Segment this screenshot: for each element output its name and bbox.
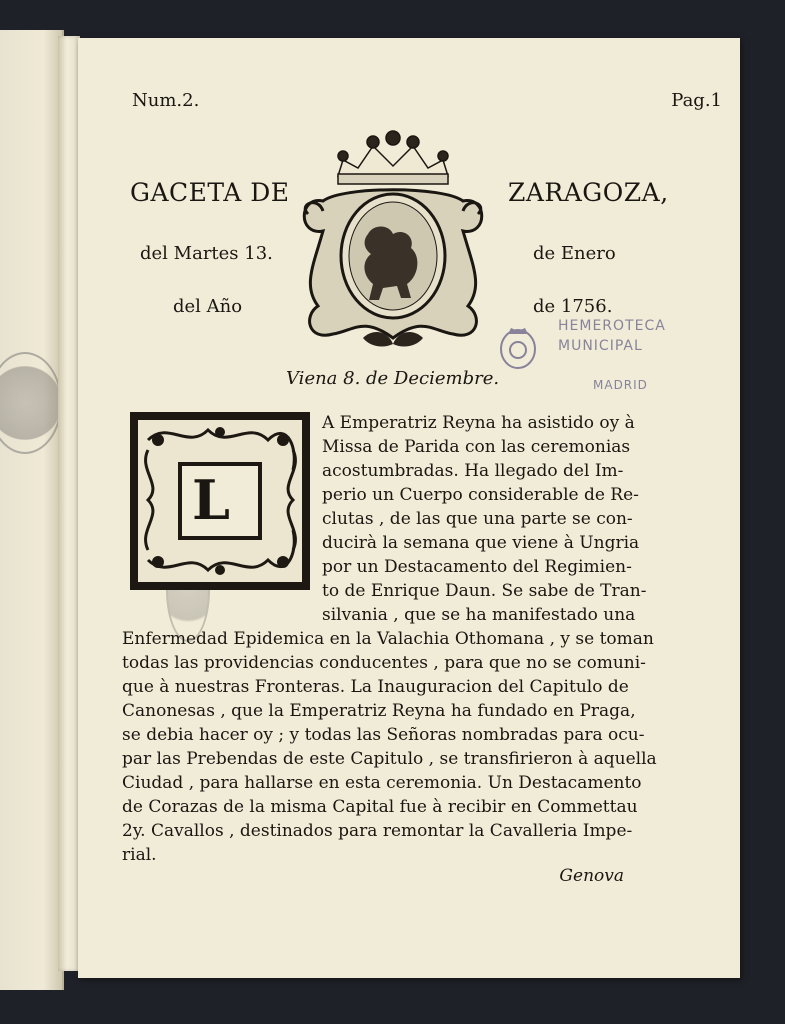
title-right: ZARAGOZA, bbox=[508, 178, 669, 207]
article-line: A Emperatriz Reyna ha asistido oy à bbox=[322, 413, 635, 433]
article-line: silvania , que se ha manifestado una bbox=[322, 605, 636, 625]
issue-number: Num.2. bbox=[132, 90, 200, 111]
date-weekday: del Martes 13. bbox=[140, 243, 273, 264]
article-line: 2y. Cavallos , destinados para remontar la Cavalleria Impe- bbox=[122, 821, 633, 841]
article-line: Missa de Parida con las ceremonias bbox=[322, 437, 631, 457]
article-line: par las Prebendas de este Capitulo , se transfirieron à aquella bbox=[122, 749, 657, 769]
book-spine bbox=[58, 36, 80, 971]
page-number: Pag.1 bbox=[671, 90, 722, 111]
stamp-seal-icon bbox=[498, 324, 538, 370]
coat-of-arms-icon bbox=[293, 116, 493, 356]
article-line: rial. bbox=[122, 845, 157, 865]
library-stamp bbox=[498, 318, 708, 398]
article-line: to de Enrique Daun. Se sabe de Tran- bbox=[322, 581, 647, 601]
article-line: que à nuestras Fronteras. La Inauguracion del Capitulo de bbox=[122, 677, 629, 697]
date-year-label: del Año bbox=[173, 296, 243, 317]
date-year: de 1756. bbox=[533, 296, 613, 317]
left-page-edge bbox=[0, 30, 64, 990]
stamp-line-1: HEMEROTECA bbox=[558, 318, 666, 334]
library-seal-left bbox=[0, 352, 62, 454]
dropcap-letter: L bbox=[192, 468, 230, 532]
stamp-line-2: MUNICIPAL bbox=[558, 338, 643, 354]
article-line: de Corazas de la misma Capital fue à recibir en Commettau bbox=[122, 797, 638, 817]
article-line: Enfermedad Epidemica en la Valachia Othomana , y se toman bbox=[122, 629, 654, 649]
article-line: ducirà la semana que viene à Ungria bbox=[322, 533, 640, 553]
article-line: se debia hacer oy ; y todas las Señoras nombradas para ocu- bbox=[122, 725, 645, 745]
article-line: acostumbradas. Ha llegado del Im- bbox=[322, 461, 624, 481]
article-line: por un Destacamento del Regimien- bbox=[322, 557, 632, 577]
newspaper-page bbox=[78, 38, 740, 978]
article-line: perio un Cuerpo considerable de Re- bbox=[322, 485, 639, 505]
title-left: GACETA DE bbox=[130, 178, 290, 207]
decorated-initial bbox=[128, 410, 312, 592]
date-month: de Enero bbox=[533, 243, 616, 264]
dateline: Viena 8. de Deciembre. bbox=[286, 368, 500, 389]
article-line: Ciudad , para hallarse en esta ceremonia. Un Destacamento bbox=[122, 773, 642, 793]
article-line: clutas , de las que una parte se con- bbox=[322, 509, 633, 529]
catchword: Genova bbox=[559, 866, 624, 886]
article-line: Canonesas , que la Emperatriz Reyna ha fundado en Praga, bbox=[122, 701, 636, 721]
stamp-line-3: MADRID bbox=[593, 378, 648, 392]
article-line: todas las providencias conducentes , para que no se comuni- bbox=[122, 653, 646, 673]
